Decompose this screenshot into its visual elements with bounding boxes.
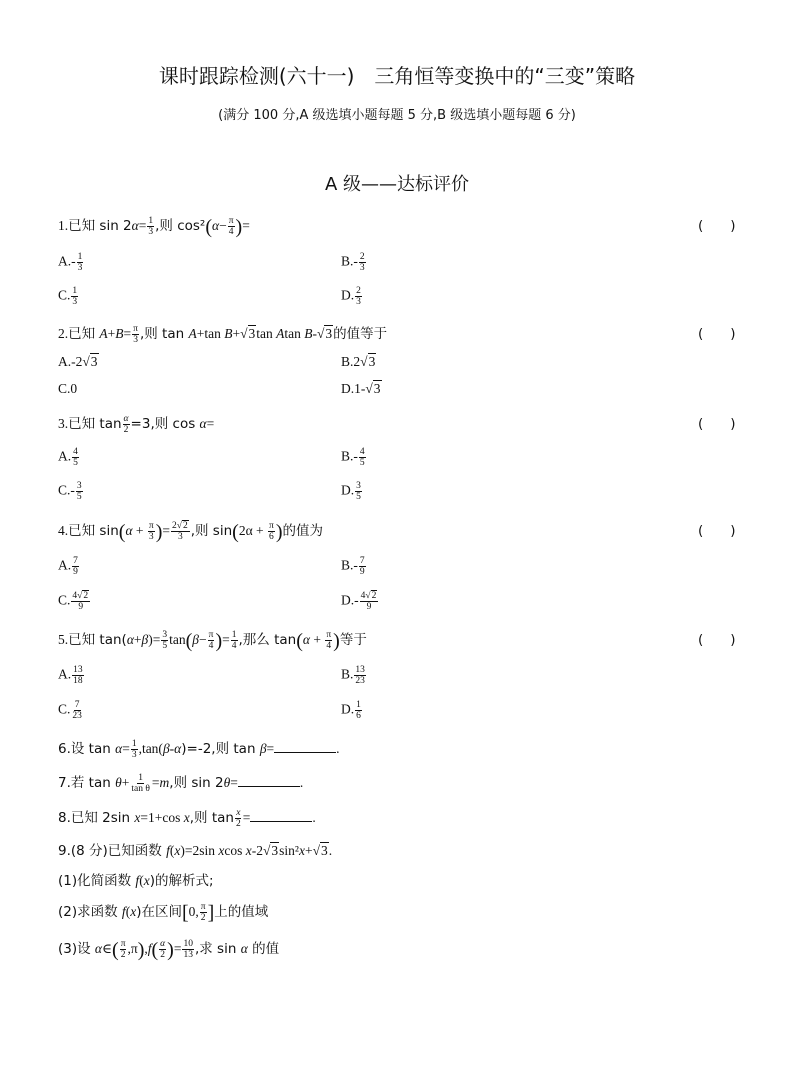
- q-text: =: [138, 218, 147, 233]
- answer-paren: ( ): [698, 218, 736, 234]
- question-7: 7.若 tan θ+ $\frac{1}{\text{tan θ}}$ =m,则 sin 2θ= .: [58, 773, 304, 795]
- paren: ): [235, 215, 243, 238]
- score-note: (满分 100 分,A 级选填小题每题 5 分,B 级选填小题每题 6 分): [218, 108, 576, 123]
- question-2: 2.已知 A+B= $\frac{\pi}{3}$ ,则 tan A+tan B+√3tan Atan B-√3的值等于: [58, 324, 388, 346]
- answer-paren: ( ): [698, 326, 736, 342]
- answer-blank[interactable]: [250, 809, 312, 822]
- answer-blank[interactable]: [274, 740, 336, 753]
- question-9-part-2: (2)求函数 f(x)在区间[0, $\frac{\pi}{2}$ ]上的值域: [58, 901, 269, 924]
- fraction: $\frac{\alpha}{2}$: [123, 414, 129, 436]
- q-text: ,则 cos²: [155, 218, 206, 234]
- question-9: 9.(8 分)已知函数 f(x)=2sin xcos x-2√3sin²x+√3.: [58, 843, 333, 859]
- paren: (: [205, 215, 212, 238]
- q3-option-b: B.- $\frac{4}{5}$: [341, 447, 365, 468]
- question-4: 4.已知 sin(α + $\frac{\pi}{3}$ )= $\frac{2√2}{3}$ ,则 sin(2α + $\frac{\pi}{6}$ )的值为: [58, 520, 323, 543]
- q2-option-a: A.-2√3: [58, 354, 98, 369]
- q1-option-a: A.- $\frac{1}{3}$: [58, 252, 83, 273]
- q1-option-b: B.- $\frac{2}{3}$: [341, 252, 365, 273]
- q3-option-d: D. $\frac{3}{5}$: [341, 481, 361, 502]
- question-number: 5.: [58, 632, 69, 647]
- q4-option-c: C. $\frac{4√2}{9}$: [58, 591, 89, 612]
- question-1: [58, 214, 250, 237]
- q5-option-a: A. $\frac{13}{18}$: [58, 665, 83, 686]
- q5-option-c: C. $\frac{7}{23}$: [58, 700, 82, 721]
- fraction: $\frac{1}{3}$: [148, 216, 154, 238]
- q-text: =: [242, 218, 250, 233]
- q4-option-a: A. $\frac{7}{9}$: [58, 556, 78, 577]
- question-number: 3.: [58, 416, 69, 431]
- question-6: 6.设 tan α= $\frac{1}{3}$ ,tan(β-α)=-2,则 tan β= .: [58, 739, 340, 761]
- q4-option-d: D.- $\frac{4√2}{9}$: [341, 591, 377, 612]
- answer-blank[interactable]: [238, 774, 300, 787]
- sqrt: √3: [240, 326, 256, 341]
- q3-option-a: A. $\frac{4}{5}$: [58, 447, 78, 468]
- q-text: 已知 sin 2: [68, 218, 132, 234]
- question-8: 8.已知 2sin x=1+cos x,则 tan $\frac{x}{2}$ = .: [58, 808, 316, 830]
- q2-option-c: C.0: [58, 381, 78, 396]
- q3-option-c: C.- $\frac{3}{5}$: [58, 481, 82, 502]
- page-title: 课时跟踪检测(六十一) 三角恒等变换中的“三变”策略: [158, 64, 636, 88]
- question-9-part-3: (3)设 α∈( $\frac{\pi}{2}$ ,π),f( $\frac{\alpha}{2}$ )= $\frac{10}{13}$ ,求 sin α 的值: [58, 938, 280, 961]
- q1-option-d: D. $\frac{2}{3}$: [341, 286, 361, 307]
- fraction: $\frac{\pi}{4}$: [228, 216, 234, 238]
- answer-paren: ( ): [698, 523, 736, 539]
- q5-option-b: B. $\frac{13}{23}$: [341, 665, 365, 686]
- section-heading: A 级——达标评价: [324, 174, 470, 195]
- question-number: 1.: [58, 218, 69, 233]
- q5-option-d: D. $\frac{1}{6}$: [341, 700, 361, 721]
- question-5: 5.已知 tan(α+β)= $\frac{3}{5}$ tan(β− $\frac{\pi}{4}$ )= $\frac{1}{4}$ ,那么 tan(α + $\frac{\pi}{4}$ )等于: [58, 629, 367, 652]
- question-number: 2.: [58, 326, 69, 341]
- var-alpha: α: [131, 218, 139, 233]
- op: −: [219, 218, 227, 233]
- q2-option-d: D.1-√3: [341, 381, 381, 396]
- q4-option-b: B.- $\frac{7}{9}$: [341, 556, 365, 577]
- question-number: 4.: [58, 523, 69, 538]
- answer-paren: ( ): [698, 632, 736, 648]
- var-alpha: α: [212, 218, 220, 233]
- answer-paren: ( ): [698, 416, 736, 432]
- q1-option-c: C. $\frac{1}{3}$: [58, 286, 78, 307]
- fraction: $\frac{2√2}{3}$: [172, 521, 188, 543]
- fraction: $\frac{\pi}{3}$: [133, 324, 138, 346]
- question-9-part-1: (1)化简函数 f(x)的解析式;: [58, 873, 214, 889]
- sqrt: √3: [317, 326, 333, 341]
- q2-option-b: B.2√3: [341, 354, 376, 369]
- q-text: 已知: [68, 326, 100, 342]
- question-3: 3.已知 tan $\frac{\alpha}{2}$ =3,则 cos α=: [58, 414, 215, 436]
